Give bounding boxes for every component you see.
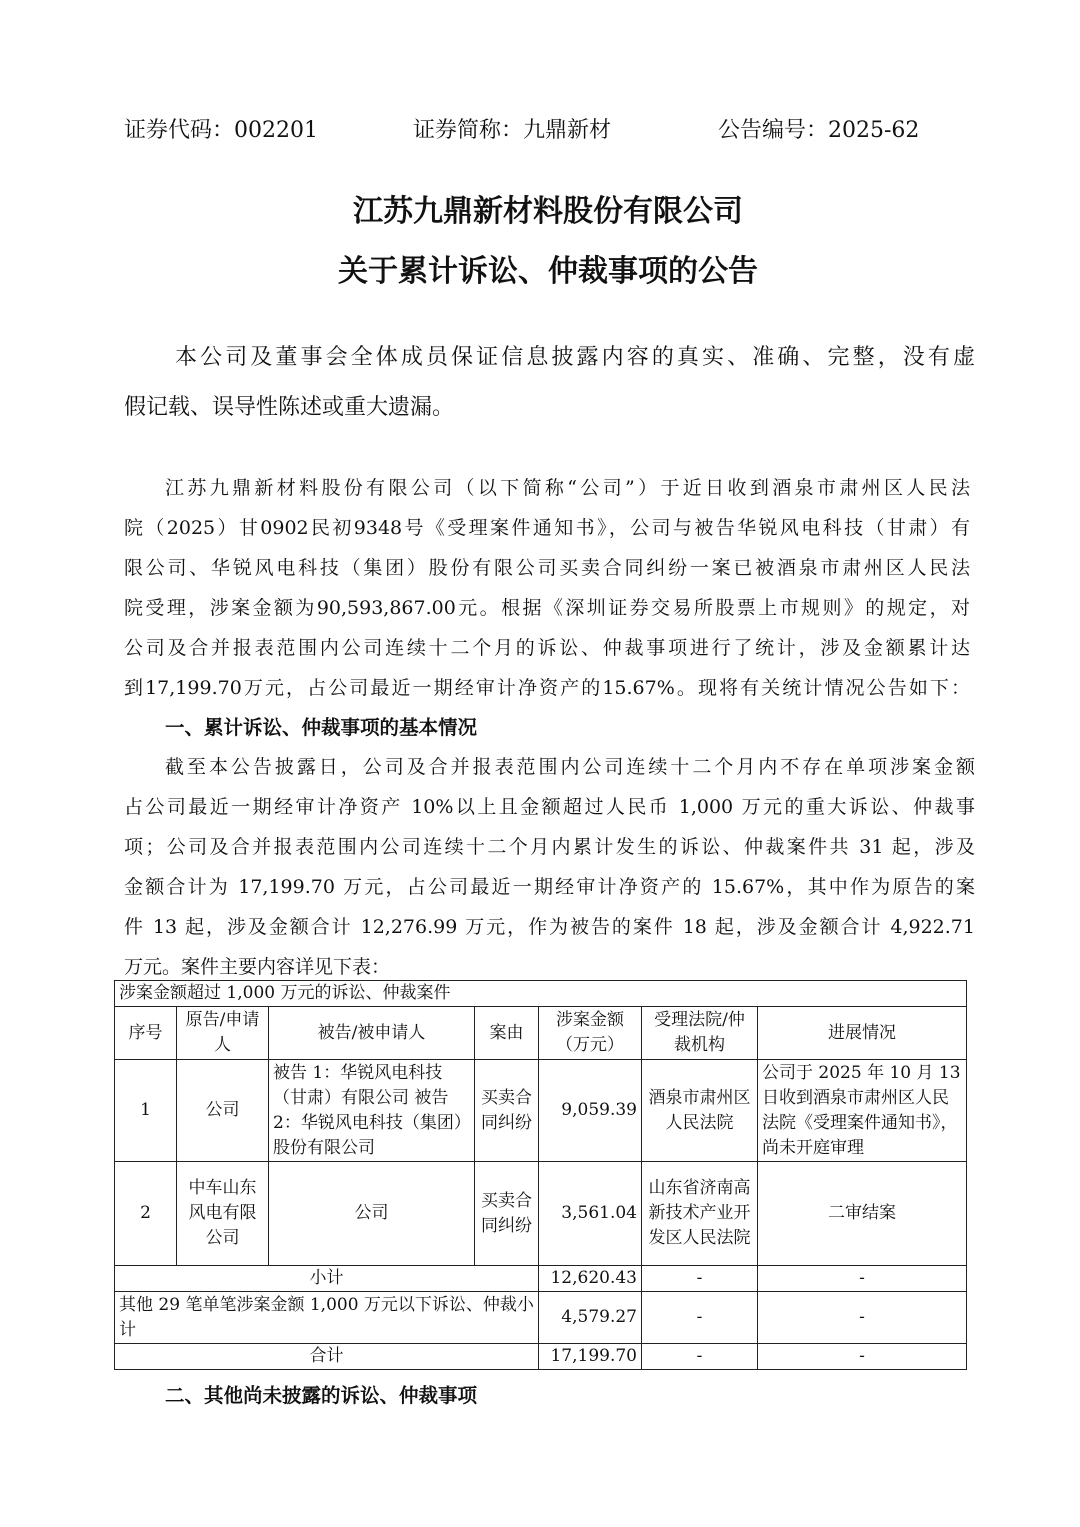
total-row	[115, 1344, 967, 1370]
text-line: 院（2025）甘0902民初9348号《受理案件通知书》，公司与被告华锐风电科技（甘肃）有	[124, 517, 970, 539]
title-line-2: 关于累计诉讼、仲裁事项的公告	[338, 254, 758, 289]
text-line: 江苏九鼎新材料股份有限公司（以下简称“公司”）于近日收到酒泉市肃州区人民法	[165, 477, 970, 499]
notice-number: 公告编号：2025-62	[718, 118, 920, 143]
cell: -	[758, 1292, 967, 1344]
header-cell: 涉案金额（万元）	[539, 1007, 642, 1060]
cell: -	[642, 1344, 758, 1370]
cell: -	[642, 1292, 758, 1344]
cell: 3,561.04	[539, 1162, 642, 1266]
cell: 公司	[269, 1162, 475, 1266]
header-cell: 原告/申请人	[177, 1007, 269, 1060]
others-row	[115, 1292, 967, 1344]
table-row	[115, 1162, 967, 1266]
cell: 2	[115, 1162, 177, 1266]
cell: 合计	[115, 1344, 539, 1370]
subtotal-row	[115, 1266, 967, 1292]
security-short-name: 证券简称：九鼎新材	[413, 118, 612, 143]
cell: 被告 1：华锐风电科技（甘肃）有限公司 被告 2：华锐风电科技（集团）股份有限公司	[269, 1060, 475, 1162]
cell: 9,059.39	[539, 1060, 642, 1162]
text-line: 截至本公告披露日，公司及合并报表范围内公司连续十二个月内不存在单项涉案金额	[165, 756, 975, 778]
header-cell: 被告/被申请人	[269, 1007, 475, 1060]
cell: 山东省济南高新技术产业开发区人民法院	[642, 1162, 758, 1266]
cell: -	[758, 1344, 967, 1370]
text-line: 件 13 起，涉及金额合计 12,276.99 万元，作为被告的案件 18 起，涉及金额合计 4,922.71	[124, 916, 975, 938]
cell: 12,620.43	[539, 1266, 642, 1292]
table-header-row	[115, 1007, 967, 1060]
cell: 1	[115, 1060, 177, 1162]
text-line: 本公司及董事会全体成员保证信息披露内容的真实、准确、完整，没有虚	[175, 345, 975, 370]
cell: 小计	[115, 1266, 539, 1292]
cell: 酒泉市肃州区人民法院	[642, 1060, 758, 1162]
text-line: 假记载、误导性陈述或重大遗漏。	[124, 395, 455, 420]
security-code: 证券代码：002201	[124, 118, 318, 143]
text-line: 限公司、华锐风电科技（集团）股份有限公司买卖合同纠纷一案已被酒泉市肃州区人民法	[124, 557, 970, 579]
text-line: 金额合计为 17,199.70 万元，占公司最近一期经审计净资产的 15.67%，其中作为原告的案	[124, 876, 975, 898]
text-line: 占公司最近一期经审计净资产 10%以上且金额超过人民币 1,000 万元的重大诉讼、仲裁事	[124, 796, 975, 818]
cell: 其他 29 笔单笔涉案金额 1,000 万元以下诉讼、仲裁小计	[115, 1292, 539, 1344]
cell: 公司	[177, 1060, 269, 1162]
cell: 买卖合同纠纷	[475, 1162, 539, 1266]
table-caption: 涉案金额超过 1,000 万元的诉讼、仲裁案件	[115, 981, 967, 1007]
section-heading-1: 一、累计诉讼、仲裁事项的基本情况	[165, 716, 478, 739]
header-cell: 受理法院/仲裁机构	[642, 1007, 758, 1060]
cell: 公司于 2025 年 10 月 13 日收到酒泉市肃州区人民法院《受理案件通知书》，尚未开庭审理	[758, 1060, 967, 1162]
header-cell: 进展情况	[758, 1007, 967, 1060]
section-heading-2: 二、其他尚未披露的诉讼、仲裁事项	[165, 1384, 478, 1407]
text-line: 公司及合并报表范围内公司连续十二个月的诉讼、仲裁事项进行了统计，涉及金额累计达	[124, 637, 970, 659]
cell: 二审结案	[758, 1162, 967, 1266]
header-cell: 序号	[115, 1007, 177, 1060]
cell: -	[758, 1266, 967, 1292]
litigation-table	[114, 980, 967, 1370]
table-row	[115, 1060, 967, 1162]
text-line: 院受理，涉案金额为90,593,867.00元。根据《深圳证券交易所股票上市规则》的规定，对	[124, 597, 970, 619]
cell: 17,199.70	[539, 1344, 642, 1370]
title-line-1: 江苏九鼎新材料股份有限公司	[353, 194, 743, 229]
header-cell: 案由	[475, 1007, 539, 1060]
cell: -	[642, 1266, 758, 1292]
cell: 买卖合同纠纷	[475, 1060, 539, 1162]
text-line: 到17,199.70万元，占公司最近一期经审计净资产的15.67%。现将有关统计情况公告如下：	[124, 677, 970, 699]
text-line: 万元。案件主要内容详见下表：	[124, 956, 391, 978]
cell: 中车山东风电有限公司	[177, 1162, 269, 1266]
text-line: 项；公司及合并报表范围内公司连续十二个月内累计发生的诉讼、仲裁案件共 31 起，涉及	[124, 836, 975, 858]
cell: 4,579.27	[539, 1292, 642, 1344]
